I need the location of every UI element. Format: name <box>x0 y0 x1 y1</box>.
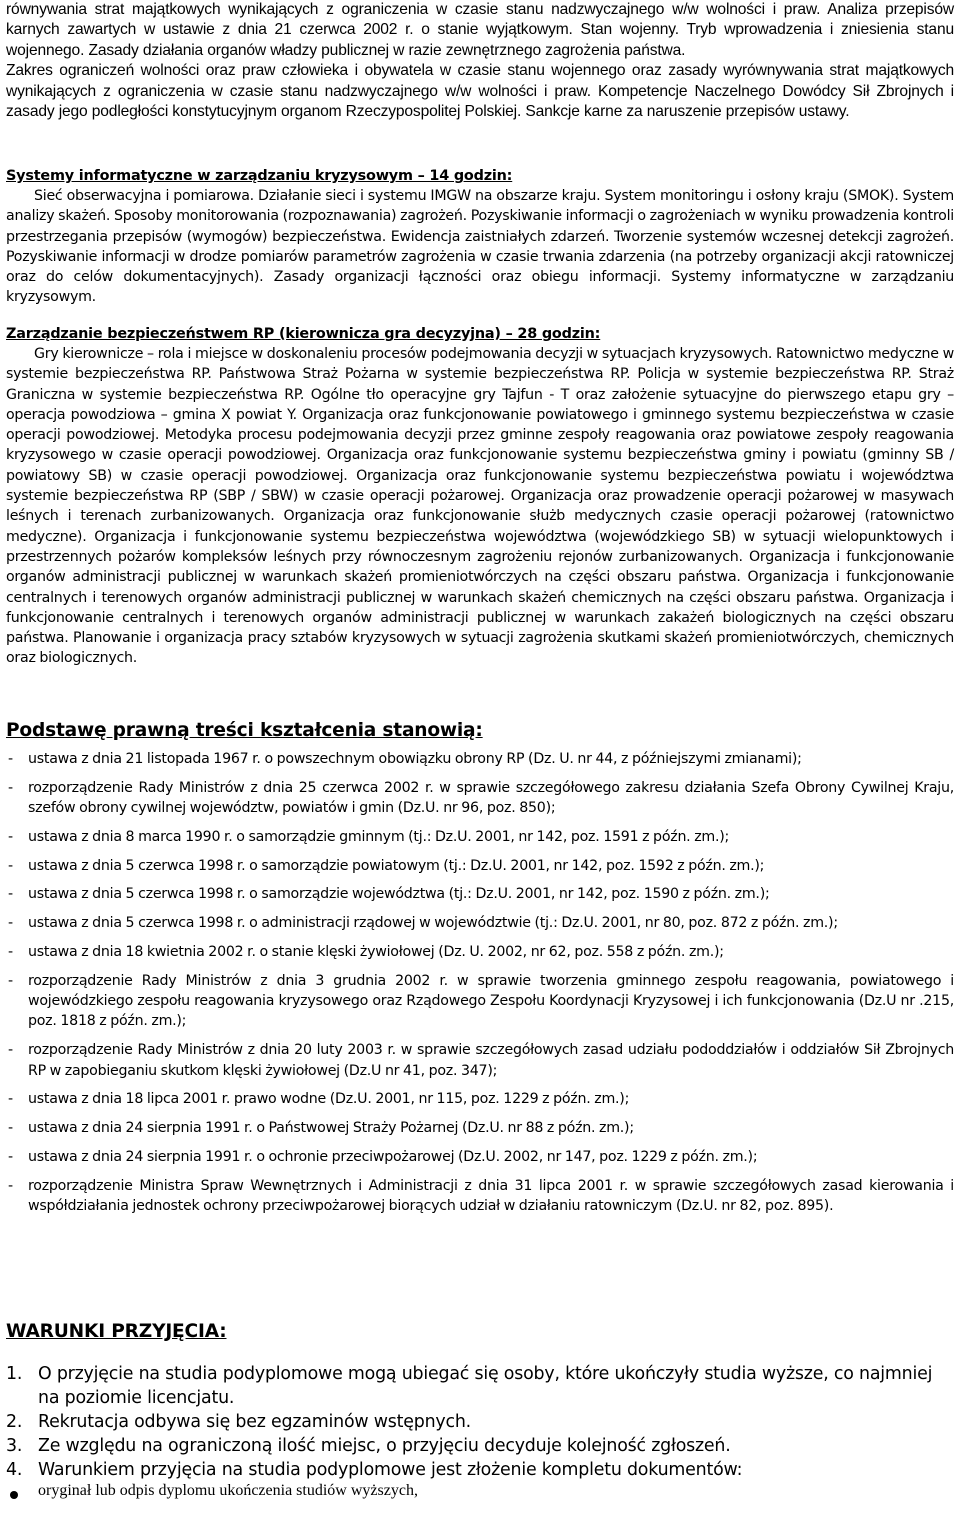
section-management <box>6 324 954 669</box>
condition-text: Ze względu na ograniczoną ilość miejsc, o przyjęciu decyduje kolejność zgłoszeń. <box>38 1436 731 1456</box>
condition-text: Warunkiem przyjęcia na studia podyplomowe jest złożenie kompletu dokumentów: <box>38 1460 743 1480</box>
dash-marker: - <box>8 857 13 874</box>
legal-basis-item-text: ustawa z dnia 24 sierpnia 1991 r. o Państwowej Straży Pożarnej (Dz.U. nr 88 z późn. zm.); <box>28 1120 634 1137</box>
intro-paragraph-restrictions: Zakres ograniczeń wolności oraz praw człowieka i obywatela w czasie stanu wojennego oraz zasady wyrównywania strat majątkowych wynikających z ograniczenia w czasie stanu nadzwyczajnego w/w wolności i praw. Kompetencje Naczelnego Dowódcy Sił Zbrojnych i zasady jego podległości konstytucyjnym organom Rzeczypospolitej Polskiej. Sankcje karne za naruszenie przepisów ustawy. <box>6 62 954 121</box>
admission-condition-item <box>6 1410 954 1434</box>
legal-basis-item-text: rozporządzenie Ministra Spraw Wewnętrznych i Administracji z dnia 31 lipca 2001 r. w sprawie szczegółowych zasad kierowania i współdziałania jednostek ochrony przeciwpożarowej biorących udział w działaniu ratowniczym (Dz.U. nr 82, poz. 895). <box>28 1177 954 1215</box>
legal-basis-item-text: ustawa z dnia 5 czerwca 1998 r. o administracji rządowej w województwie (tj.: Dz.U. 2001, nr 80, poz. 872 z późn. zm.); <box>28 915 838 932</box>
dash-marker: - <box>8 779 13 796</box>
legal-basis-item-text: ustawa z dnia 5 czerwca 1998 r. o samorządzie województwa (tj.: Dz.U. 2001, nr 142, poz. 1590 z późn. zm.); <box>28 886 770 903</box>
dash-marker: - <box>8 1120 13 1137</box>
dash-marker: - <box>8 828 13 845</box>
dash-marker: - <box>8 1177 13 1194</box>
legal-basis-item <box>6 942 954 962</box>
condition-number: 1. <box>6 1364 23 1384</box>
dash-marker: - <box>8 1148 13 1165</box>
dash-marker: - <box>8 915 13 932</box>
legal-basis-item-text: rozporządzenie Rady Ministrów z dnia 3 grudnia 2002 r. w sprawie tworzenia gminnego zespołu reagowania, powiatowego i wojewódzkiego zespołu reagowania kryzysowego oraz Rządowego Zespołu Koordynacji Kryzysowej i ich funkcjonowania (Dz.U nr .215, poz. 1818 z późn. zm.); <box>28 972 954 1030</box>
legal-basis-item <box>6 1147 954 1167</box>
dash-marker: - <box>8 751 13 767</box>
legal-basis-item <box>6 778 954 819</box>
section-admission-conditions <box>6 1320 954 1500</box>
legal-basis-item <box>6 749 954 769</box>
legal-basis-item-text: ustawa z dnia 5 czerwca 1998 r. o samorządzie powiatowym (tj.: Dz.U. 2001, nr 142, poz. 1592 z późn. zm.); <box>28 857 765 874</box>
legal-basis-item <box>6 913 954 933</box>
dash-marker: - <box>8 886 13 903</box>
dash-marker: - <box>8 1042 13 1059</box>
legal-basis-item <box>6 971 954 1032</box>
legal-basis-item-text: ustawa z dnia 21 listopada 1967 r. o powszechnym obowiązku obrony RP (Dz. U. nr 44, z późniejszymi zmianami); <box>28 751 802 767</box>
legal-basis-item-text: rozporządzenie Rady Ministrów z dnia 20 luty 2003 r. w sprawie szczegółowych zasad udziału pododdziałów i oddziałów Sił Zbrojnych RP w zapobieganiu skutkom klęski żywiołowej (Dz.U nr 41, poz. 347); <box>28 1042 954 1079</box>
section-text-management: Gry kierownicze – rola i miejsce w doskonaleniu procesów podejmowania decyzji w sytuacjach kryzysowych. Ratownictwo medyczne w systemie bezpieczeństwa RP. Państwowa Straż Pożarna w systemie bezpieczeństwa RP. Policja w systemie bezpieczeństwa RP. Straż Graniczna w systemie bezpieczeństwa RP. Ogólne tło operacyjne gry Tajfun - T oraz założenie sytuacyjne do pierwszego etapu gry – operacja powodziowa – gmina X powiat Y. Organizacja oraz funkcjonowanie powiatowego i gminnego systemu bezpieczeństwa w czasie operacji powodziowej. Metodyka procesu podejmowania decyzji przez gminne zespoły reagowania oraz powiatowe zespoły reagowania kryzysowego w czasie operacji powodziowej. Organizacja oraz funkcjonowanie systemu bezpieczeństwa gminy i powiatu (gminny SB / powiatowy SB) w czasie operacji powodziowej. Organizacja oraz funkcjonowanie systemu bezpieczeństwa powiatu i województwa systemie bezpieczeństwa RP (SBP / SBW) w czasie operacji pożarowej. Organizacja oraz prowadzenie operacji pożarowej w masywach leśnych i terenach zurbanizowanych. Organizacja oraz funkcjonowanie służb medycznych czasie operacji pożarowej (ratownictwo medyczne). Organizacja i funkcjonowanie systemu bezpieczeństwa województwa (wojewódzkiego SB) w sytuacji wielopunktowych i przestrzennych pożarów kompleksów leśnych przy równoczesnym zagrożeniu rejonów zurbanizowanych. Organizacja i funkcjonowanie organów administracji publicznej w warunkach skażeń promieniotwórczych na części obszaru państwa. Organizacja i funkcjonowanie centralnych i terenowych organów administracji publicznej w warunkach skażeń chemicznych na części obszaru państwa. Organizacja i funkcjonowanie centralnych i terenowych organów administracji publicznej w warunkach zakażeń biologicznych na części obszaru państwa. Planowanie i organizacja pracy sztabów kryzysowych w sytuacji zagrożenia skutkami skażeń promieniotwórczych, chemicznych oraz biologicznych. <box>6 346 954 667</box>
dash-marker: - <box>8 1091 13 1108</box>
dash-marker: - <box>8 944 13 961</box>
section-text-systems: Sieć obserwacyjna i pomiarowa. Działanie sieci i systemu IMGW na obszarze kraju. System monitoringu i osłony kraju (SMOK). System analizy skażeń. Sposoby monitorowania (rozpoznawania) zagrożeń. Pozyskiwanie informacji o zagrożeniach w wyniku prowadzenia kontroli przestrzegania przepisów (wymogów) bezpieczeństwa. Ewidencja zaistniałych zdarzeń. Tworzenie systemów wczesnej detekcji zagrożeń. Pozyskiwanie informacji w drodze pomiarów parametrów zagrożenia w czasie trwania zdarzenia (na potrzeby organizacji akcji ratowniczej oraz do celów dokumentacyjnych). Zasady organizacji łączności oraz obiegu informacji. Systemy informatyczne w zarządzaniu kryzysowym. <box>6 188 954 306</box>
section-heading-admission: WARUNKI PRZYJĘCIA: <box>6 1321 227 1342</box>
legal-basis-item <box>6 1176 954 1217</box>
document-requirement-text: oryginał lub odpis dyplomu ukończenia studiów wyższych, <box>38 1482 418 1499</box>
document-requirement-item <box>6 1482 954 1500</box>
intro-paragraph-state-of-war: równywania strat majątkowych wynikających z ograniczenia w czasie stanu nadzwyczajnego w/w wolności i praw. Analiza przepisów karnych zawartych w ustawie z dnia 21 czerwca 2002 r. o stanie wyjątkowym. Stan wojenny. Tryb wprowadzenia i zniesienia stanu wojennego. Zasady działania organów władzy publicznej w razie zewnętrznego zagrożenia państwa. <box>6 1 954 59</box>
section-legal-basis <box>6 719 954 1225</box>
admission-conditions-list <box>6 1362 954 1482</box>
section-heading-legal-basis: Podstawę prawną treści kształcenia stanowią: <box>6 720 483 741</box>
legal-basis-item <box>6 827 954 847</box>
legal-basis-item-text: rozporządzenie Rady Ministrów z dnia 25 czerwca 2002 r. w sprawie szczegółowego zakresu działania Szefa Obrony Cywilnej Kraju, szefów obrony cywilnej województw, powiatów i gmin (Dz.U. nr 96, poz. 850); <box>28 779 954 817</box>
admission-condition-item <box>6 1434 954 1458</box>
admission-condition-item <box>6 1458 954 1482</box>
condition-number: 4. <box>6 1460 23 1480</box>
section-systems <box>6 166 954 308</box>
legal-basis-item-text: ustawa z dnia 18 lipca 2001 r. prawo wodne (Dz.U. 2001, nr 115, poz. 1229 z późn. zm.); <box>28 1091 630 1108</box>
legal-basis-item <box>6 884 954 904</box>
legal-basis-item <box>6 1089 954 1109</box>
admission-condition-item <box>6 1362 954 1410</box>
condition-number: 3. <box>6 1436 23 1456</box>
intro-block <box>6 0 954 122</box>
condition-number: 2. <box>6 1412 23 1432</box>
document-requirements-list <box>6 1482 954 1500</box>
section-heading-systems: Systemy informatyczne w zarządzaniu kryzysowym – 14 godzin: <box>6 168 513 184</box>
legal-basis-item <box>6 1118 954 1138</box>
legal-basis-item-text: ustawa z dnia 24 sierpnia 1991 r. o ochronie przeciwpożarowej (Dz.U. 2002, nr 147, poz. 1229 z późn. zm.); <box>28 1148 758 1165</box>
dash-marker: - <box>8 972 13 989</box>
legal-basis-item <box>6 1040 954 1081</box>
condition-text: O przyjęcie na studia podyplomowe mogą ubiegać się osoby, które ukończyły studia wyższe, co najmniej na poziomie licencjatu. <box>38 1364 933 1408</box>
legal-basis-list <box>6 749 954 1216</box>
legal-basis-item-text: ustawa z dnia 8 marca 1990 r. o samorządzie gminnym (tj.: Dz.U. 2001, nr 142, poz. 1591 z późn. zm.); <box>28 828 730 845</box>
section-heading-management: Zarządzanie bezpieczeństwem RP (kierownicza gra decyzyjna) – 28 godzin: <box>6 326 601 342</box>
legal-basis-item <box>6 856 954 876</box>
condition-text: Rekrutacja odbywa się bez egzaminów wstępnych. <box>38 1412 472 1432</box>
legal-basis-item-text: ustawa z dnia 18 kwietnia 2002 r. o stanie klęski żywiołowej (Dz. U. 2002, nr 62, poz. 558 z późn. zm.); <box>28 944 724 961</box>
bullet-dot-icon <box>10 1491 18 1499</box>
